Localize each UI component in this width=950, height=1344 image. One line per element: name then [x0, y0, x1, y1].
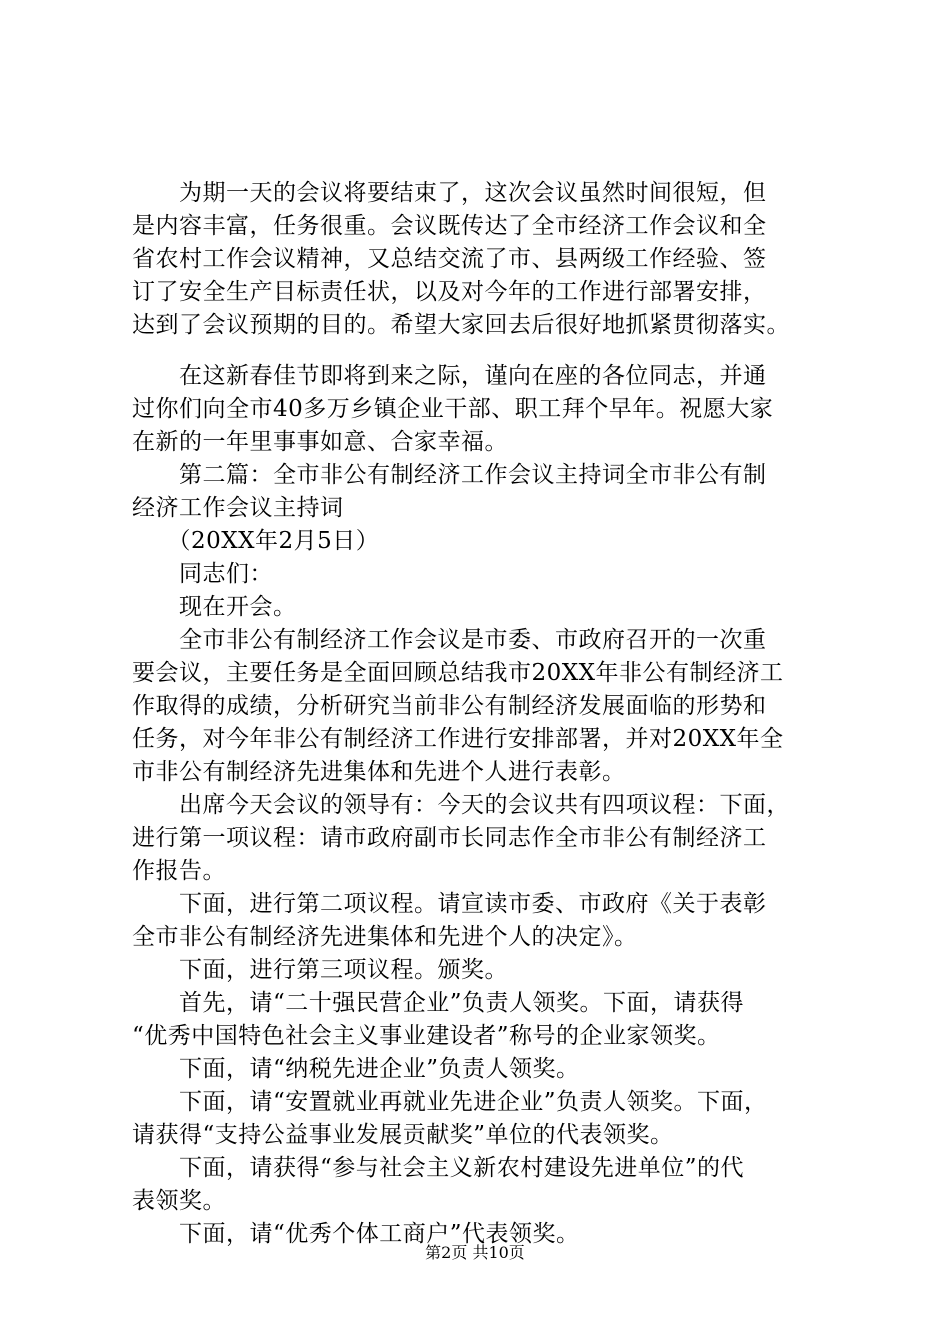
text-line: 出席今天会议的领导有：今天的会议共有四项议程：下面， [132, 792, 790, 818]
page-footer: 第2页 共10页 [425, 1243, 525, 1262]
text-line: 为期一天的会议将要结束了，这次会议虽然时间很短，但 [132, 180, 767, 206]
text-line: “优秀中国特色社会主义事业建设者”称号的企业家领奖。 [132, 1023, 721, 1049]
text-line: 表领奖。 [132, 1188, 226, 1214]
text-line: 首先，请“二十强民营企业”负责人领奖。下面，请获得 [132, 990, 745, 1016]
date-line: （20XX年2月5日） [132, 528, 380, 554]
text-line: 下面，进行第二项议程。请宣读市委、市政府《关于表彰 [132, 891, 767, 917]
text-line: 任务，对今年非公有制经济工作进行安排部署，并对20XX年全 [132, 726, 784, 752]
text-line: 订了安全生产目标责任状，以及对今年的工作进行部署安排， [132, 279, 767, 305]
text-line: 全市非公有制经济先进集体和先进个人的决定》。 [132, 924, 638, 950]
text-line: 过你们向全市40多万乡镇企业干部、职工拜个早年。祝愿大家 [132, 396, 774, 422]
text-line: 作取得的成绩，分析研究当前非公有制经济发展面临的形势和 [132, 693, 767, 719]
text-line: 达到了会议预期的目的。希望大家回去后很好地抓紧贯彻落实。 [132, 312, 790, 338]
text-line: 下面，请获得“参与社会主义新农村建设先进单位”的代 [132, 1155, 745, 1181]
text-line: 是内容丰富，任务很重。会议既传达了全市经济工作会议和全 [132, 213, 767, 239]
text-line: 现在开会。 [132, 594, 297, 620]
text-line: 全市非公有制经济工作会议是市委、市政府召开的一次重 [132, 627, 767, 653]
text-line: 同志们： [132, 561, 273, 587]
text-line: 进行第一项议程：请市政府副市长同志作全市非公有制经济工 [132, 825, 767, 851]
section-heading: 经济工作会议主持词 [132, 495, 344, 521]
text-line: 下面，请“纳税先进企业”负责人领奖。 [132, 1056, 580, 1082]
text-line: 下面，进行第三项议程。颁奖。 [132, 957, 508, 983]
text-line: 请获得“支持公益事业发展贡献奖”单位的代表领奖。 [132, 1122, 674, 1148]
text-line: 下面，请“优秀个体工商户”代表领奖。 [132, 1221, 580, 1247]
text-line: 作报告。 [132, 858, 226, 884]
text-line: 市非公有制经济先进集体和先进个人进行表彰。 [132, 759, 626, 785]
text-line: 在这新春佳节即将到来之际，谨向在座的各位同志，并通 [132, 363, 767, 389]
text-line: 下面，请“安置就业再就业先进企业”负责人领奖。下面， [132, 1089, 768, 1115]
text-line: 省农村工作会议精神，又总结交流了市、县两级工作经验、签 [132, 246, 767, 272]
section-heading: 第二篇：全市非公有制经济工作会议主持词全市非公有制 [132, 462, 767, 488]
text-line: 在新的一年里事事如意、合家幸福。 [132, 429, 508, 455]
text-line: 要会议，主要任务是全面回顾总结我市20XX年非公有制经济工 [132, 660, 784, 686]
